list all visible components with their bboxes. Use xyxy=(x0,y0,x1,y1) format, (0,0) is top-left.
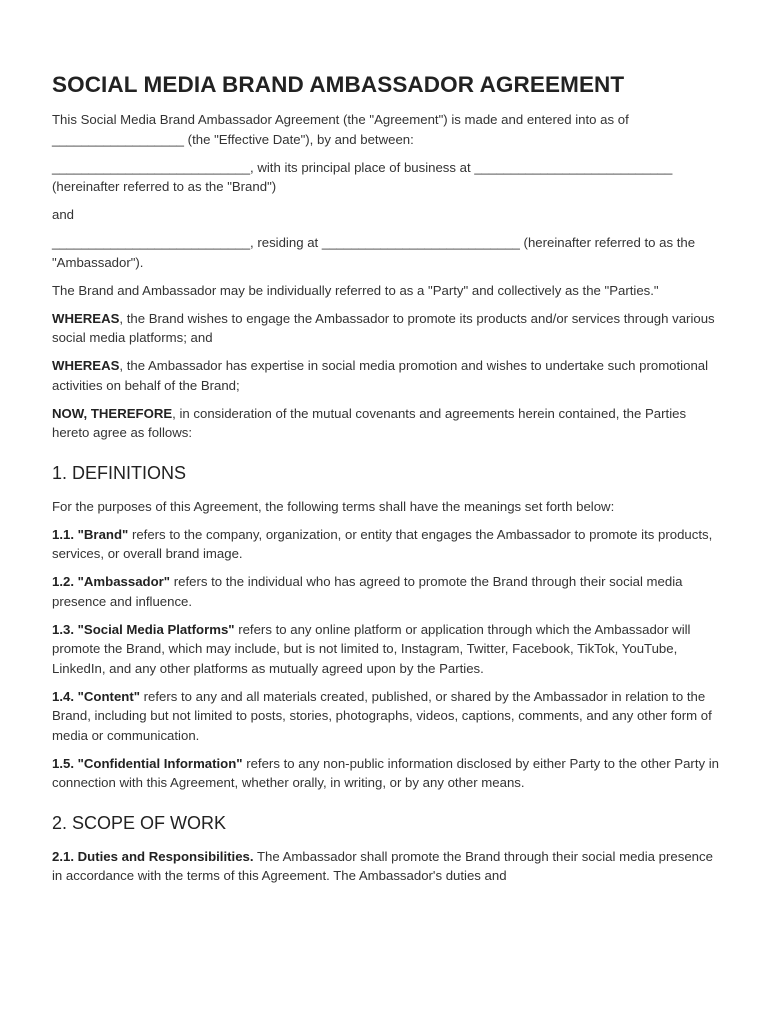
definition-item xyxy=(52,620,720,679)
definition-item xyxy=(52,687,720,746)
definition-item xyxy=(52,754,720,793)
recital-paragraph xyxy=(52,404,720,443)
document-title: SOCIAL MEDIA BRAND AMBASSADOR AGREEMENT xyxy=(52,72,625,97)
parties-paragraph: The Brand and Ambassador may be individually referred to as a "Party" and collectively as the "Parties." xyxy=(52,282,659,298)
and-paragraph: and xyxy=(52,207,75,222)
recital-lead: NOW, THEREFORE xyxy=(52,405,173,421)
definition-item xyxy=(52,525,720,564)
ambassador-party-paragraph: ___________________________, residing at ___________________________ (hereinafter referred to as the "Ambassador"). xyxy=(52,235,696,270)
definition-term: 1.5. "Confidential Information" xyxy=(52,755,243,771)
scope-item-text: The Ambassador shall promote the Brand through their social media presence in accordance with the terms of this Agreement. The Ambassador's duties and xyxy=(52,848,713,883)
definition-text: refers to the individual who has agreed to promote the Brand through their social media presence and influence. xyxy=(52,574,683,609)
definition-text: refers to any non-public information disclosed by either Party to the other Party in connection with this Agreement, whether orally, in writing, or by any other means. xyxy=(52,755,720,790)
definition-term: 1.1. "Brand" xyxy=(52,526,129,542)
definition-term: 1.2. "Ambassador" xyxy=(52,574,171,589)
recital-paragraph xyxy=(52,309,720,348)
definition-text: refers to any and all materials created, published, or shared by the Ambassador in relation to the Brand, including but not limited to posts, stories, photographs, videos, captions, comments, and any other form of media or communication. xyxy=(52,688,712,743)
scope-item-title: 2.1. Duties and Responsibilities. xyxy=(52,848,254,864)
recital-lead: WHEREAS xyxy=(52,358,120,373)
definition-term: 1.3. "Social Media Platforms" xyxy=(52,621,235,637)
recital-lead: WHEREAS xyxy=(52,310,120,326)
section-heading-scope-of-work: 2. SCOPE OF WORK xyxy=(52,812,227,833)
recital-text: , the Ambassador has expertise in social media promotion and wishes to undertake such promotional activities on behalf of the Brand; xyxy=(52,358,709,393)
recital-paragraph xyxy=(52,356,720,395)
brand-party-paragraph: ___________________________, with its principal place of business at ___________________________ (hereinafter referred to as the "Brand") xyxy=(52,159,673,194)
definitions-intro: For the purposes of this Agreement, the following terms shall have the meanings set forth below: xyxy=(52,498,615,514)
definition-item xyxy=(52,572,720,611)
recital-text: , the Brand wishes to engage the Ambassador to promote its products and/or services through various social media platforms; and xyxy=(52,310,715,345)
recital-text: , in consideration of the mutual covenants and agreements herein contained, the Parties hereto agree as follows: xyxy=(52,405,687,440)
scope-item xyxy=(52,847,720,886)
document-body xyxy=(52,70,720,894)
intro-paragraph: This Social Media Brand Ambassador Agreement (the "Agreement") is made and entered into as of __________________ (the "Effective Date"), by and between: xyxy=(52,112,629,147)
definition-term: 1.4. "Content" xyxy=(52,688,140,704)
definition-text: refers to any online platform or application through which the Ambassador will promote the Brand, which may include, but is not limited to, Instagram, Twitter, Facebook, TikTok, YouTube, LinkedIn, and any other platforms as mutually agreed upon by the Parties. xyxy=(52,621,691,676)
definition-text: refers to the company, organization, or entity that engages the Ambassador to promote its products, services, or overall brand image. xyxy=(52,526,713,561)
section-heading-definitions: 1. DEFINITIONS xyxy=(52,462,187,483)
